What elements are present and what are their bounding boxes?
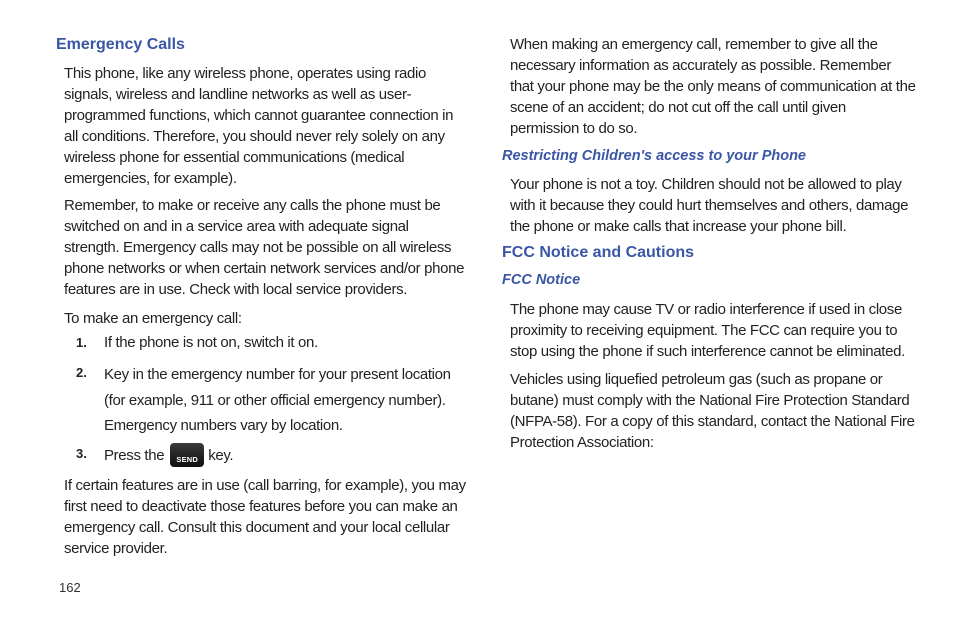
- send-key-label: SEND: [176, 455, 199, 464]
- step-3-text-before: Press the: [104, 447, 165, 464]
- page-number: 162: [59, 580, 81, 595]
- paragraph-lpg-vehicles: Vehicles using liquefied petroleum gas (such as propane or butane) must comply with the National Fire Protection Standard (NFPA-58). For a copy of this standard, contact the National Fire Protection Association:: [510, 371, 915, 451]
- paragraph-intro: This phone, like any wireless phone, operates using radio signals, wireless and landline networks as well as user-programmed functions, which cannot guarantee connection in all conditions. Therefore, you should never rely solely on any wireless phone for essential communications (medical emergencies, for example).: [64, 65, 454, 187]
- paragraph-interference: The phone may cause TV or radio interference if used in close proximity to receiving equipment. The FCC can require you to stop using the phone if such interference cannot be eliminated.: [510, 301, 905, 360]
- step-number-1: 1.: [76, 335, 87, 350]
- subheading-restricting-children: Restricting Children's access to your Phone: [502, 148, 806, 164]
- paragraph-emergency-info: When making an emergency call, remember to give all the necessary information as accurately as possible. Remember that your phone may be the only means of communication at the scene of an accident; do not cut off the call until given permission to do so.: [510, 36, 916, 137]
- paragraph-not-a-toy: Your phone is not a toy. Children should not be allowed to play with it because they could hurt themselves and others, damage the phone or make calls that increase your phone bill.: [510, 176, 909, 235]
- subheading-fcc-notice: FCC Notice: [502, 272, 581, 288]
- send-key-icon: [170, 443, 204, 467]
- paragraph-call-barring: If certain features are in use (call barring, for example), you may first need to deactivate those features before you can make an emergency call. Consult this document and your local cellular service provider.: [64, 477, 466, 557]
- step-3-text-after: key.: [208, 447, 234, 464]
- paragraph-remember: Remember, to make or receive any calls the phone must be switched on and in a service area with adequate signal strength. Emergency calls may not be possible on all wireless phone networks or when certain network services and/or phone features are in use. Check with local service providers.: [64, 197, 465, 298]
- step-text-1: If the phone is not on, switch it on.: [104, 334, 318, 351]
- heading-emergency-calls: Emergency Calls: [56, 36, 185, 53]
- step-number-2: 2.: [76, 365, 87, 380]
- step-number-3: 3.: [76, 446, 87, 461]
- paragraph-to-make-call: To make an emergency call:: [64, 310, 242, 327]
- heading-fcc-notice-cautions: FCC Notice and Cautions: [502, 244, 695, 261]
- step-text-3: [104, 443, 466, 467]
- step-text-2: Key in the emergency number for your present location (for example, 911 or other official emergency number). Emergency numbers vary by location.: [104, 366, 451, 434]
